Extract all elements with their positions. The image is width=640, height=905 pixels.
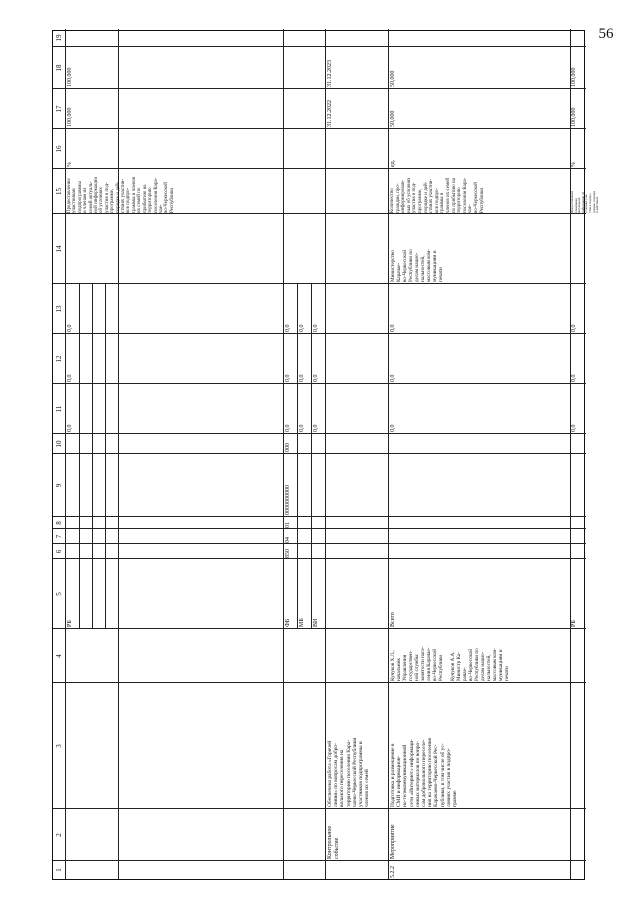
code-cell: 01	[285, 522, 291, 528]
column-rule	[53, 213, 586, 214]
column-number: 13	[55, 305, 63, 313]
row-number-cell: 5.2.2	[390, 866, 396, 878]
source-cell: ВИ	[313, 618, 319, 627]
column-number: 4	[55, 654, 63, 658]
column-number: 17	[55, 105, 63, 113]
value-cell: 100,000	[67, 67, 73, 87]
column-number: 15	[55, 188, 63, 195]
date-cell: 31.12.2023	[327, 60, 333, 87]
row-rule	[388, 29, 389, 879]
amount-cell: 0,0	[571, 324, 577, 332]
amount-cell: 0,0	[299, 424, 305, 432]
column-number: 6	[55, 549, 63, 554]
amount-cell: 0,0	[285, 374, 291, 382]
column-rule	[53, 128, 586, 129]
indicator-cell: Предоставление гражданам актуальной информации об условиях уча- стия в подпро- грамме, порядке и действиях	[570, 190, 600, 213]
amount-cell: 0,0	[313, 374, 319, 382]
row-rule	[118, 29, 119, 879]
amount-cell: 0,0	[67, 374, 73, 382]
value-cell: 50,000	[390, 110, 396, 127]
page-number: 56	[598, 26, 614, 42]
description-cell: Обеспечена работа «Горячей линии» по вопросам добро- вольного переселения на территорию поселения Кара- чаево-Черкесской Республики участников подпрограммы и членов их семей	[327, 737, 371, 807]
row-type-cell: Контрольное событие	[327, 825, 340, 859]
source-cell: ФБ	[285, 618, 291, 627]
unit-cell: ед.	[390, 159, 396, 167]
column-rule	[53, 682, 586, 683]
column-rule	[53, 88, 586, 89]
indicator-cell: Количество граждан, про- информирован- ных об условиях участия в под- программе, порядке и дей- ствиях участни- ков подпро- граммы и членов их семей по прибытию на территорию поселения Кара- чае- во-Черкесской Республики	[390, 177, 485, 213]
source-cell: МБ	[299, 618, 305, 627]
column-number: 11	[55, 405, 63, 413]
row-type-cell: Мероприятие	[390, 824, 396, 859]
amount-cell: 0,0	[313, 324, 319, 332]
amount-cell: 0,0	[571, 424, 577, 432]
column-rule	[53, 860, 586, 861]
column-rule	[53, 808, 586, 809]
rotated-table-page	[52, 30, 600, 880]
row-rule	[325, 29, 326, 879]
amount-cell: 0,0	[390, 374, 396, 382]
column-number: 18	[55, 64, 63, 72]
column-number: 8	[55, 521, 63, 525]
amount-cell: 0,0	[571, 374, 577, 382]
date-cell: 31.12.2022	[327, 100, 333, 127]
column-number: 14	[55, 245, 63, 253]
value-cell: 100,000	[571, 67, 577, 87]
column-number: 1	[55, 868, 63, 872]
value-cell: 50,000	[390, 70, 396, 87]
column-number: 7	[55, 534, 63, 539]
column-number: 12	[55, 355, 63, 363]
responsible-cell: Кучуков Х.Л., начальник Управления государствен- ной службы занятости насе- ления Карачае- во-Черкесской Республики Кучуков А.А. Министр Ка- рачае- во-Черкесской Республики по делам нацио- нальностей, массовым ком- муникациям и печати	[390, 646, 510, 681]
unit-cell: %	[571, 162, 577, 167]
source-cell: Всего	[390, 612, 396, 627]
code-cell: 850	[285, 549, 291, 558]
amount-cell: 0,0	[67, 424, 73, 432]
amount-cell: 0,0	[285, 424, 291, 432]
code-cell: 0000000000	[285, 485, 291, 515]
column-number: 9	[55, 483, 63, 488]
description-cell: Подготовка и размещение в СМИ и информацион- но-телекоммуникационной сети «Интернет» информаци- онных материалов по вопро- сам добровольного переселе- ния на территорию поселения Карачаево-Черкесской Рес- публики, в том числе об ус- ловиях участия в подпро- грамме	[390, 737, 459, 807]
unit-cell: %	[67, 162, 73, 167]
column-number: 5	[55, 592, 63, 596]
value-cell: 100,000	[67, 107, 73, 127]
executor-cell: Министерство Карачае- во-Черкесской Республики по делам нацио- нальностей, массовым ком- муникациям и печати	[390, 248, 444, 282]
amount-cell: 0,0	[285, 324, 291, 332]
indicator-cell: Предоставление участникам подпрограммы и членам их семей актуаль- ной информации об условиях участия в под- программе, порядке и дей- ствиях участни- ков подпро- граммы и членов их семей по прибытию на территорию поселения Кара- чае- во-Черкесской Республики	[67, 176, 175, 213]
source-cell: РБ	[571, 620, 577, 627]
column-number: 16	[55, 145, 63, 153]
column-number: 19	[55, 34, 63, 42]
amount-cell: 0,0	[390, 424, 396, 432]
amount-cell: 0,0	[390, 324, 396, 332]
column-number: 10	[55, 440, 63, 448]
amount-cell: 0,0	[67, 324, 73, 332]
column-number: 3	[55, 744, 63, 748]
code-cell: 000	[285, 443, 291, 452]
column-rule	[53, 168, 586, 169]
column-number: 2	[55, 833, 63, 837]
value-cell: 100,000	[571, 107, 577, 127]
amount-cell: 0,0	[299, 324, 305, 332]
column-rule	[53, 46, 586, 47]
code-cell: 04	[285, 537, 291, 543]
amount-cell: 0,0	[313, 424, 319, 432]
program-measures-table	[52, 30, 600, 880]
amount-cell: 0,0	[299, 374, 305, 382]
source-cell: РБ	[67, 620, 73, 627]
